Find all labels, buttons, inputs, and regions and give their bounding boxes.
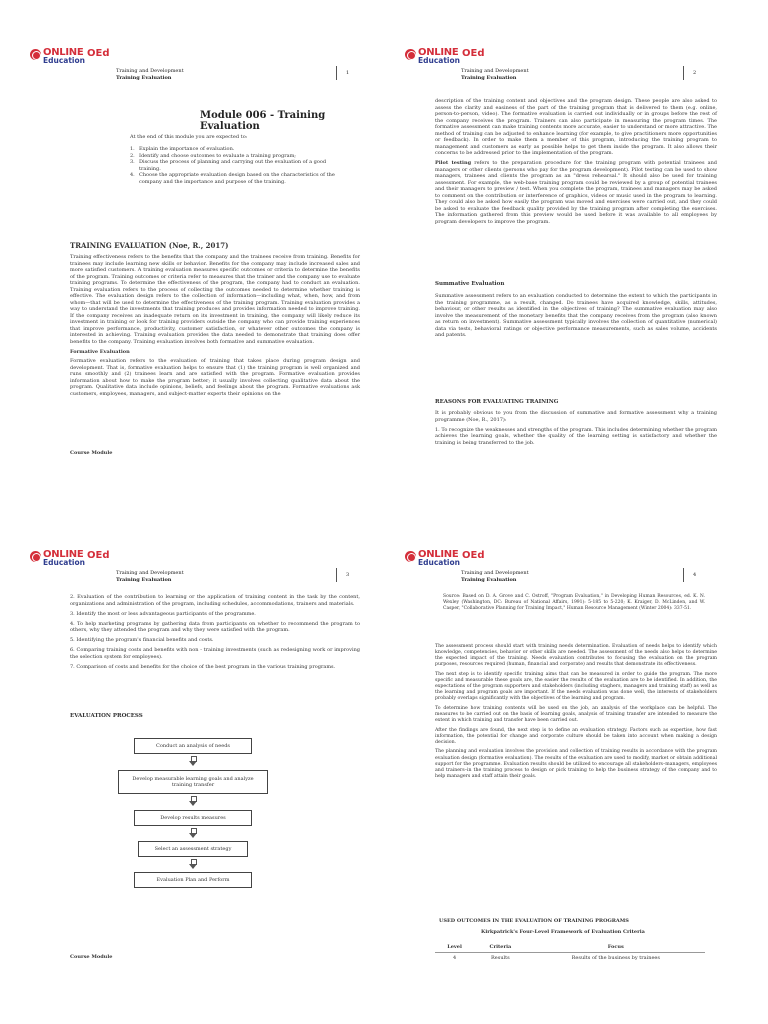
- page-number: 3: [346, 572, 350, 578]
- table-cell: Results of the business by trainees: [571, 955, 660, 961]
- down-arrow-icon: [189, 796, 197, 806]
- column-header: Level: [435, 942, 474, 953]
- flow-step-4: Select an assessment strategy: [138, 841, 248, 857]
- paragraph: 1. To recognize the weaknesses and strengths of the program. This includes determining whether the program achieves the learning goals, whether the quality of the learning setting is satisfactory and whether the training is being transferred to the job.: [435, 426, 717, 446]
- brand-logo: [405, 550, 485, 567]
- logo-online-text: ONLINE: [418, 549, 459, 560]
- list-item: 3. Identify the most or less advantageous participants of the programme.: [70, 610, 256, 617]
- logo-education-text: Education: [43, 56, 85, 65]
- list-item: 2. Evaluation of the contribution to learning or the application of training content in the task by the content, organizations and administration of the program, including schedules, accommodations, trainers and materials.: [70, 594, 360, 607]
- logo-oed-text: OEd: [462, 550, 485, 561]
- document-page-4: [395, 520, 743, 1010]
- header-divider: [683, 568, 684, 582]
- globe-icon: [405, 49, 416, 60]
- section-heading: REASONS FOR EVALUATING TRAINING: [435, 399, 559, 405]
- column-header: Focus: [527, 942, 705, 953]
- header-subtitle: Training Evaluation: [116, 74, 172, 81]
- logo-online-text: ONLINE: [43, 47, 84, 58]
- logo-oed-text: OEd: [87, 550, 110, 561]
- list-item: 3. Discuss the process of planning and carrying out the evaluation of a good training.: [130, 159, 327, 172]
- list-item: 7. Comparison of costs and benefits for the choice of the best program in the various training programs.: [70, 663, 336, 670]
- document-page-1: [20, 18, 368, 508]
- page-header: [116, 68, 184, 81]
- source-note: [443, 594, 705, 615]
- page-footer: Course Module: [70, 450, 113, 456]
- down-arrow-icon: [189, 859, 197, 869]
- list-item: 2. Identify and choose outcomes to evaluate a training program;: [130, 152, 296, 159]
- subsection-heading: Formative Evaluation: [70, 348, 130, 355]
- module-title: Module 006 - Training Evaluation: [200, 110, 326, 132]
- down-arrow-icon: [189, 756, 197, 766]
- table-cell: Results: [491, 955, 510, 961]
- header-subtitle: Training Evaluation: [461, 576, 517, 583]
- globe-icon: [405, 551, 416, 562]
- section-heading: EVALUATION PROCESS: [70, 713, 143, 719]
- header-title: Training and Development: [116, 570, 184, 576]
- source-text: Source: Based on D. A. Grove and C. Ostroff, "Program Evaluation," in Developing Human Resources, ed. K. N. Wexley (Washington, DC: Bureau of National Affairs, 1991): 5-185 to 5-220; K. Kraiger, D. McLinden, and W. Casper, "Collaborative Planning for Training Impact," Human Resource Management (Winter 2004): 337-51.: [443, 594, 705, 611]
- header-subtitle: Training Evaluation: [461, 74, 517, 81]
- paragraph: The assessment process should start with training needs determination. Evaluation of needs helps to identify which knowledge, competencies, behavior or other skills are needed. The assessment of the needs also helps to determine the expected impact of the training. Needs evaluation contributes to focusing the evaluation on the program purposes, resources required (human, financial and corporate) and results that demonstrate its effectiveness.: [435, 644, 717, 668]
- list-item: 6. Comparing training costs and benefits with non - training investments (such as redesigning work or improving the selection system for employees).: [70, 647, 360, 660]
- brand-logo: [405, 48, 485, 65]
- header-divider: [336, 66, 337, 80]
- brand-logo: [30, 550, 110, 567]
- paragraph: Formative evaluation refers to the evaluation of training that takes place during program design and development. That is, formative evaluation helps to ensure that (1) the training program is well organized and runs smoothly and (2) trainees learn and are satisfied with the program. Formative evaluation provides information about how to make the program better; it usually involves collecting qualitative data about the program. Qualitative data include opinions, beliefs, and feelings about the program. Formative evaluations ask customers, employees, managers, and subject-matter experts their opinions on the: [70, 358, 360, 397]
- logo-education-text: Education: [43, 558, 85, 567]
- paragraph: description of the training content and objectives and the program design. These people are also asked to assess the clarity and easiness of the part of the training program that is delivered to them (e.g. online, person-to-person, video). The formative evaluation is carried out individually or in groups before the rest of the company receives the program. Trainers can also participate in measuring the program times. The formative assessment can make training contents more accurate, easier to understand or more attractive. The method of training can be adjusted to enhance learning (for example, to give practitioners more opportunities or feedback). In order to make them a member of this program, introducing the training program to management and customers as early as possible helps to get them inside the program. It also allows their concerns to be addressed prior to the implementation of the program.: [435, 98, 717, 156]
- pilot-term: Pilot testing: [435, 160, 472, 166]
- list-item: 4. Choose the appropriate evaluation design based on the characteristics of the company and the importance and purpose of the training.: [130, 172, 335, 185]
- page-number: 4: [693, 572, 697, 578]
- section-heading: USED OUTCOMES IN THE EVALUATION OF TRAINING PROGRAMS: [439, 918, 629, 924]
- page-header: [461, 570, 529, 583]
- table-header-row: [435, 942, 705, 953]
- objectives-list: [130, 146, 340, 185]
- paragraph: To determine how training contents will be used on the job, an analysis of the workplace can be helpful. The measures to be carried out on the basis of learning goals, analysis of training transfer are intended to measure the extent in which training and transfer have been carried out.: [435, 705, 717, 724]
- column-header: Criteria: [474, 942, 527, 953]
- page-header: [461, 68, 529, 81]
- body-text: [435, 644, 717, 783]
- logo-oed-text: OEd: [462, 48, 485, 59]
- table-title: Kirkpatrick's Four-Level Framework of Evaluation Criteria: [481, 929, 645, 935]
- list-item: 5. Identifying the program's financial benefits and costs.: [70, 637, 214, 643]
- paragraph: The planning and evaluation involves the provision and collection of training results in accordance with the program evaluation design (formative evaluation). The results of the evaluation are used to modify, market or obtain additional support for the programme. Evaluation results should be utilized to encourage all stakeholders–managers, employees and trainers–in the training process to design or pick training to help the business strategy of the company and to help managers and staff attain their goals.: [435, 749, 717, 779]
- header-title: Training and Development: [461, 570, 529, 576]
- page-number: 1: [346, 70, 350, 76]
- paragraph: Summative assessment refers to an evaluation conducted to determine the extent to which the participants in the training programme, as a result, changed. Do trainees have acquired knowledge, skills, attitudes, behaviour, or other results as identified in the objectives of training? The summative evaluation may also involve the measurement of the monetary benefits that the company receives from the program (also known as return on investment). Summative assessment typically involves the collection of quantitative (numerical) data via tests, behavioral ratings or objective performance measurements, such as sales volume, accidents and patents.: [435, 293, 717, 338]
- body-text: [70, 594, 360, 674]
- list-item: 4. To help marketing programs by gathering data from participants on whether to recommend the program to others, why they attended the program and why they were satisfied with the program.: [70, 620, 360, 633]
- logo-online-text: ONLINE: [418, 47, 459, 58]
- criteria-table: [435, 942, 705, 963]
- logo-oed-text: OEd: [87, 48, 110, 59]
- paragraph: The next step is to identify specific training aims that can be measured in order to guide the program. The more specific and measurable these goals are, the easier the results of the evaluation are to be identified. In addition, the expectations of the program supporters and stakeholders (including staghers, managers and training staff) as well as the learning and program goals are important. If the needs evaluation was done well, the interests of stakeholders probably overlaps significantly with the objectives of the learning and program.: [435, 671, 717, 702]
- brand-logo: [30, 48, 110, 65]
- flow-step-2: Develop measurable learning goals and analyze training transfer: [118, 770, 268, 794]
- body-text: [435, 98, 717, 229]
- paragraph: Pilot testing refers to the preparation procedure for the training program with potential trainees and managers or other clients (persons who pay for the program development). Pilot testing can be used to show managers, trainees and clients the program as an "dress rehearsal." It should also be used for training assessment. For example, the web-base training program could be reviewed by a group of potential trainees and their managers to preview / test. When you complete the program, trainees and managers may be asked to comment on the contribution or interference of graphics, videos or music used in the program to learning. They could also be asked how easily the program was moved and exercises were carried out, and they could be asked to evaluate the feedback quality provided by the training program after completing the exercises. The information gathered from this preview would be used before it was available to all employees by program developers to improve the program.: [435, 160, 717, 225]
- body-text: [435, 410, 717, 450]
- down-arrow-icon: [189, 828, 197, 838]
- paragraph: After the findings are found, the next step is to define an evaluation strategy. Factors such as expertise, how fast information, the potential for change and corporate culture should be taken into account when making a design decision.: [435, 727, 717, 745]
- page-header: [116, 570, 184, 583]
- section-heading: TRAINING EVALUATION (Noe, R., 2017): [70, 241, 229, 250]
- list-item: 1. Explain the importance of evaluation.: [130, 146, 235, 152]
- logo-online-text: ONLINE: [43, 549, 84, 560]
- body-text: [435, 293, 717, 342]
- table-cell: 4: [452, 955, 457, 961]
- globe-icon: [30, 551, 41, 562]
- header-divider: [336, 568, 337, 582]
- header-divider: [683, 66, 684, 80]
- subsection-heading: Summative Evaluation: [435, 281, 505, 287]
- header-title: Training and Development: [116, 68, 184, 74]
- logo-education-text: Education: [418, 56, 460, 65]
- body-text: [70, 254, 360, 401]
- globe-icon: [30, 49, 41, 60]
- flow-step-5: Evaluation Plan and Perform: [134, 872, 252, 888]
- header-subtitle: Training Evaluation: [116, 576, 172, 583]
- header-title: Training and Development: [461, 68, 529, 74]
- page-footer: Course Module: [70, 954, 113, 960]
- objectives-intro: At the end of this module you are expected to:: [130, 134, 248, 140]
- paragraph: Training effectiveness refers to the benefits that the company and the trainees receive from training. Benefits for trainees may include learning new skills or behavior. Benefits for the company may include increased sales and more satisfied customers. A training evaluation measures specific outcomes or criteria to determine the benefits of the program. Training outcomes or criteria refer to measures that the trainer and the company use to evaluate training programs. To determine the effectiveness of the program, the company had to conduct an evaluation. Training evaluation refers to the process of collecting the outcomes needed to determine whether training is effective. The evaluation design refers to the collection of information—including what, when, how, and from whom—that will be used to determine the effectiveness of the training program. Training evaluation provides a way to understand the investments that training produces and provides information needed to improve training. If the company receives an inadequate return on its investment in training, the company will likely reduce its investment in training or look for training providers outside the company who can provide training experiences that improve performance, productivity, customer satisfaction, or whatever other outcomes the company is interested in achieving. Training evaluation provides the data needed to demonstrate that training does offer benefits to the company. Training evaluation involves both formative and summative evaluation.: [70, 254, 360, 345]
- document-page-3: [20, 520, 368, 1010]
- paragraph: It is probably obvious to you from the discussion of summative and formative assessment why a training programme (Noe, R., 2017):: [435, 410, 717, 423]
- flow-step-3: Develop results measures: [134, 810, 252, 826]
- page-number: 2: [693, 70, 697, 76]
- table-row: [435, 953, 705, 964]
- document-page-2: [395, 18, 743, 508]
- logo-education-text: Education: [418, 558, 460, 567]
- flow-step-1: Conduct an analysis of needs: [134, 738, 252, 754]
